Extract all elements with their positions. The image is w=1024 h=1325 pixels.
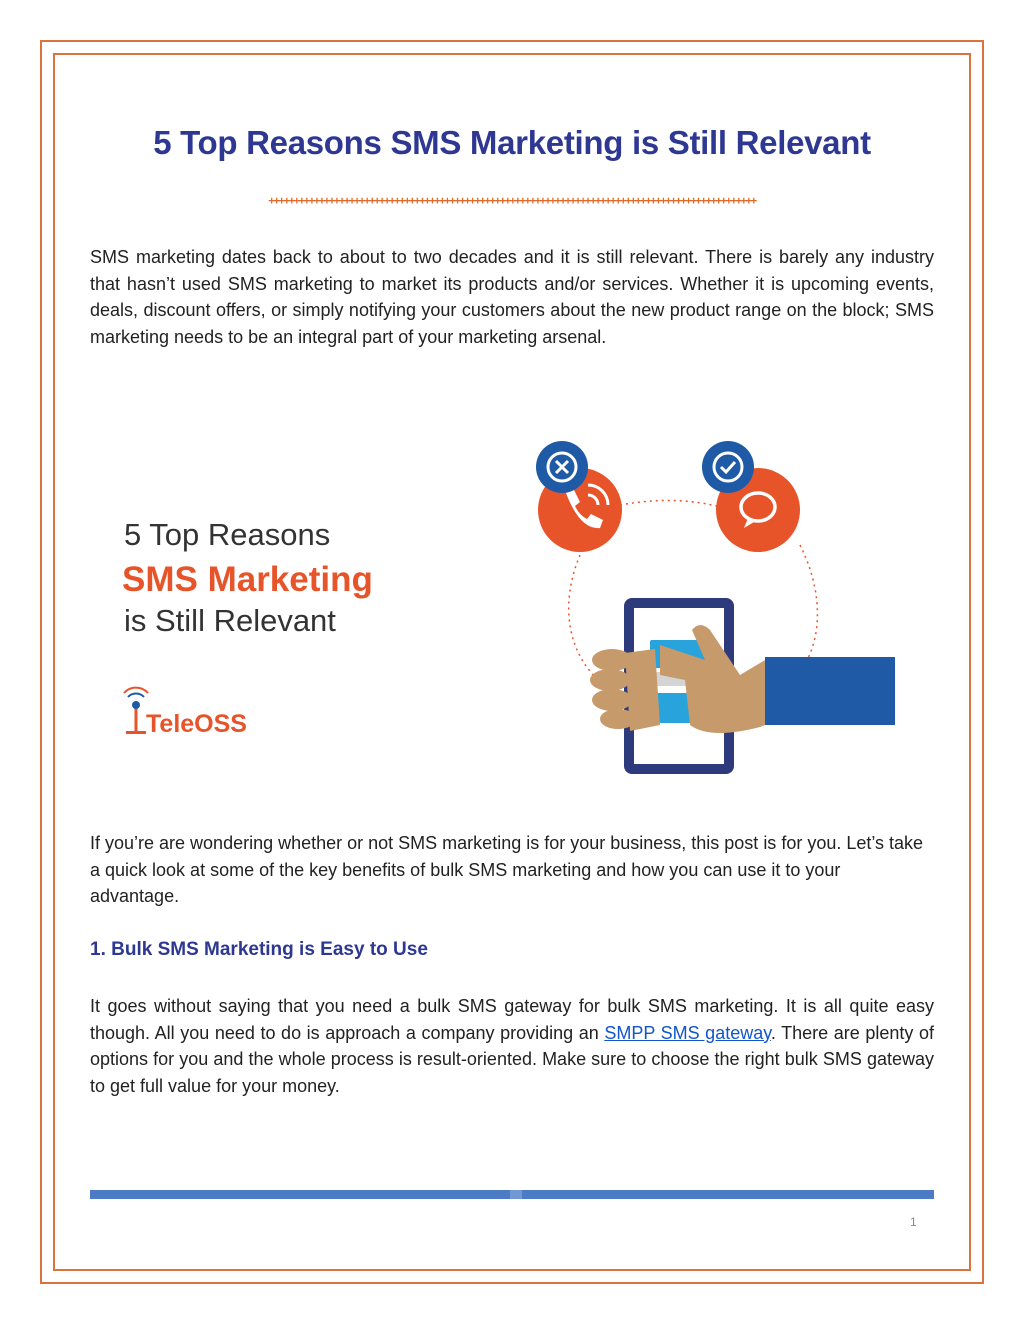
intro-paragraph: SMS marketing dates back to about to two decades and it is still relevant. There is barely any industry that hasn’t used SMS marketing to market its products and/or services. Whether it is upcoming events, deals, discount offers, or simply notifying your customers about the new product range on the block; SMS marketing needs to be an integral part of your marketing arsenal. [90,247,934,347]
hero-image [100,435,910,780]
section-1-text-after: . There are plenty of options for you and the whole process is result-oriented. Make sure to choose the right bulk SMS gateway to get full value for your money. [90,1022,934,1096]
check-icon [702,441,754,493]
page-number: 1 [910,1215,917,1229]
hero-line-3: is Still Relevant [124,603,336,638]
title-divider: +++++++++++++++++++++++++++++++++++++++++++++++++++++++++++++++++++++++++++++++++++++++++++++++++ [268,194,756,207]
footer-bar [90,1190,934,1199]
benefits-intro-paragraph: If you’re are wondering whether or not SMS marketing is for your business, this post is for you. Let’s take a quick look at some of the key benefits of bulk SMS marketing and how you can use it to your advantage. [90,833,924,906]
section-1-paragraph [90,993,934,1099]
section-1-text-before: It goes without saying that you need a bulk SMS gateway for bulk SMS marketing. It is all quite easy though. All you need to do is approach a company providing an [90,996,934,1043]
close-icon [536,441,588,493]
signal-tower-icon [124,688,148,734]
section-heading-1: 1. Bulk SMS Marketing is Easy to Use [90,939,428,960]
hero-line-1: 5 Top Reasons [124,517,331,552]
footer-bar-gap [510,1190,522,1199]
document-title: 5 Top Reasons SMS Marketing is Still Relevant [153,124,871,161]
hero-line-2: SMS Marketing [122,560,373,599]
smpp-gateway-link[interactable]: SMPP SMS gateway [604,1022,771,1043]
brand-logo: TeleOSS [146,710,247,738]
